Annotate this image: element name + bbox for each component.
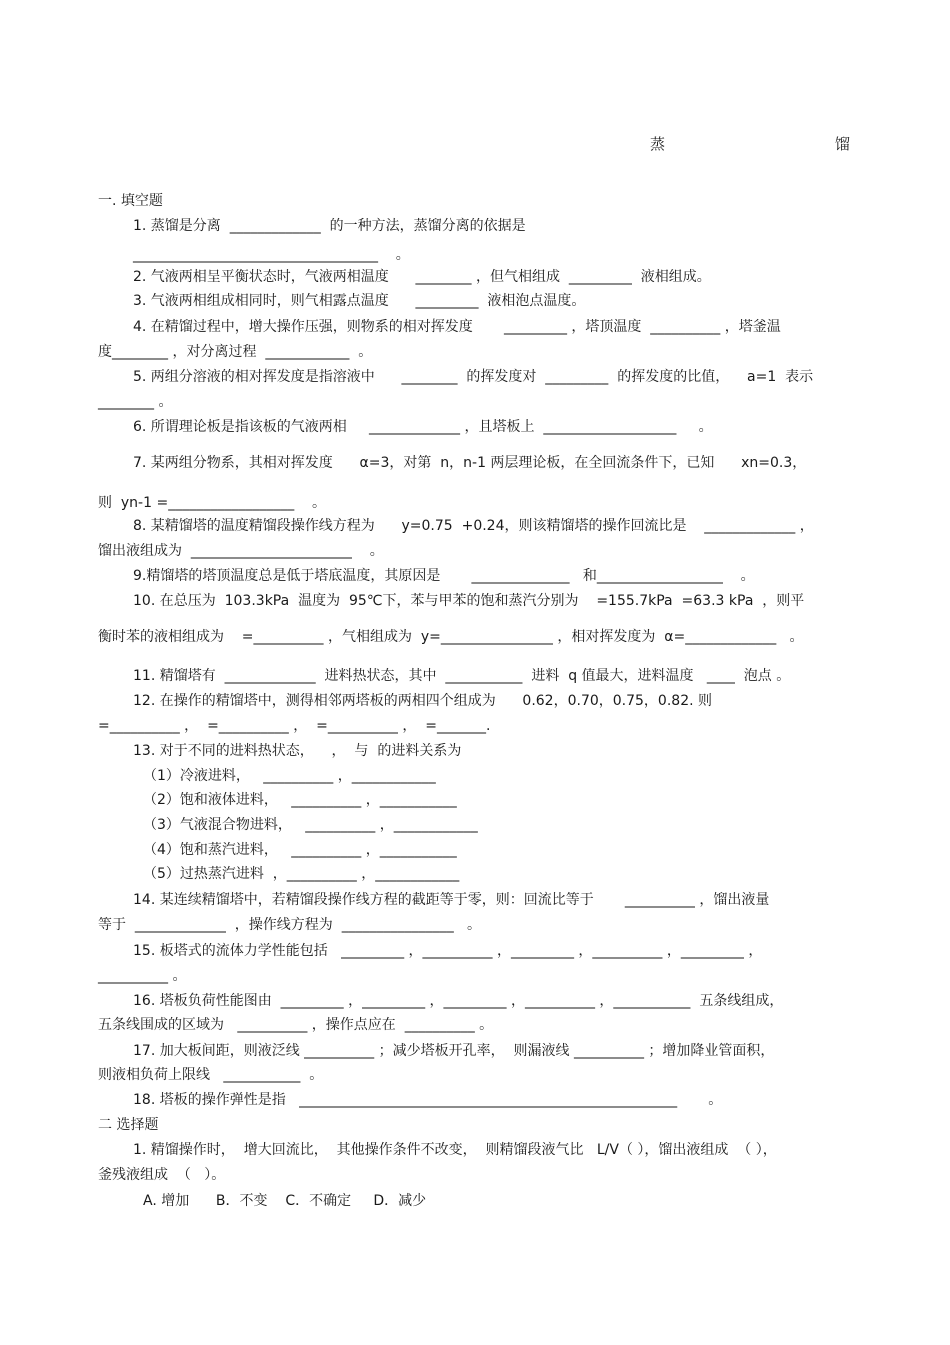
question-line: 5. 两组分溶液的相对挥发度是指溶液中 ________ 的挥发度对 _________ 的挥发度的比值， a=1 表示 xyxy=(133,369,814,385)
question-subitem: （2）饱和液体进料， __________ ，___________ xyxy=(143,792,457,808)
question-line: 度________ ，对分离过程 ____________ 。 xyxy=(98,344,373,360)
question-line: __________ 。 xyxy=(98,968,187,984)
question-line: 12. 在操作的精馏塔中，测得相邻两塔板的两相四个组成为 0.62，0.70，0.75，0.82. 则 xyxy=(133,693,713,709)
question-subitem: （1）冷液进料， __________ ，____________ xyxy=(143,768,436,784)
question-line: 4. 在精馏过程中，增大操作压强，则物系的相对挥发度 _________ ，塔顶温度 __________ ，塔釜温 xyxy=(133,319,781,335)
question-line: 釜残液组成 （ ）。 xyxy=(98,1167,226,1183)
question-line: 2. 气液两相呈平衡状态时，气液两相温度 ________ ，但气相组成 _________ 液相组成。 xyxy=(133,269,711,285)
title-char-left: 蒸 xyxy=(650,135,666,153)
question-line: ___________________________________ 。 xyxy=(133,247,410,263)
question-line: =__________ ， =__________ ， =__________ ， =_______. xyxy=(98,718,491,734)
question-line: 则 yn-1 =__________________ 。 xyxy=(98,495,326,511)
section-heading-choice: 二 选择题 xyxy=(98,1117,159,1133)
answer-options: A. 增加 B．不变 C．不确定 D．减少 xyxy=(143,1193,427,1209)
question-line: 馏出液组成为 _______________________ 。 xyxy=(98,543,384,559)
question-line: 10. 在总压为 103.3kPa 温度为 95℃下，苯与甲苯的饱和蒸汽分别为 =155.7kPa =63.3 kPa ，则平 xyxy=(133,593,805,609)
question-line: 13. 对于不同的进料热状态， ， 与 的进料关系为 xyxy=(133,743,462,759)
question-line: 8. 某精馏塔的温度精馏段操作线方程为 y=0.75 +0.24，则该精馏塔的操作回流比是 _____________ ， xyxy=(133,518,814,534)
question-line: 14. 某连续精馏塔中，若精馏段操作线方程的截距等于零，则：回流比等于 __________ ，馏出液量 xyxy=(133,892,770,908)
question-line: 11. 精馏塔有 _____________ 进料热状态，其中 ___________ 进料 q 值最大，进料温度 ____ 泡点 。 xyxy=(133,668,791,684)
question-line: 6. 所谓理论板是指该板的气液两相 _____________ ，且塔板上 ___________________ 。 xyxy=(133,419,713,435)
question-line: 衡时苯的液相组成为 =__________ ，气相组成为 y=________________ ，相对挥发度为 α=_____________ 。 xyxy=(98,629,804,645)
question-line: 18. 塔板的操作弹性是指 ______________________________________________________ 。 xyxy=(133,1092,723,1108)
question-subitem: （5）过热蒸汽进料 ，__________ ，____________ xyxy=(143,866,460,882)
section-heading-fill-blank: 一. 填空题 xyxy=(98,193,163,209)
question-line: 3. 气液两相组成相同时，则气相露点温度 _________ 液相泡点温度。 xyxy=(133,293,586,309)
question-line: 15. 板塔式的流体力学性能包括 _________ ，__________ ，_________ ，__________ ，_________ ， xyxy=(133,943,763,959)
question-line: 7. 某两组分物系，其相对挥发度 α=3，对第 n，n-1 两层理论板，在全回流条件下，已知 xn=0.3， xyxy=(133,455,807,471)
question-line: 1. 精馏操作时， 增大回流比， 其他操作条件不改变， 则精馏段液气比 L/V（ ），馏出液组成 （ ）， xyxy=(133,1142,777,1158)
question-line: 等于 _____________ ，操作线方程为 ________________ 。 xyxy=(98,917,482,933)
title-char-right: 馏 xyxy=(835,135,851,153)
question-line: 17. 加大板间距，则液泛线 __________ ；减少塔板开孔率， 则漏液线 __________ ；增加降业管面积， xyxy=(133,1043,775,1059)
question-line: 16. 塔板负荷性能图由 _________ ，_________ ，_________ ，__________ ，___________ 五条线组成， xyxy=(133,993,784,1009)
question-line: 则液相负荷上限线 ___________ 。 xyxy=(98,1067,324,1083)
question-line: 9.精馏塔的塔顶温度总是低于塔底温度，其原因是 ______________ 和__________________ 。 xyxy=(133,568,755,584)
question-line: 1. 蒸馏是分离 _____________ 的一种方法，蒸馏分离的依据是 xyxy=(133,218,526,234)
question-line: 五条线围成的区域为 __________ ，操作点应在 __________ 。 xyxy=(98,1017,494,1033)
question-subitem: （4）饱和蒸汽进料， __________ ，___________ xyxy=(143,842,457,858)
question-subitem: （3）气液混合物进料， __________ ，____________ xyxy=(143,817,478,833)
question-line: ________ 。 xyxy=(98,394,173,410)
